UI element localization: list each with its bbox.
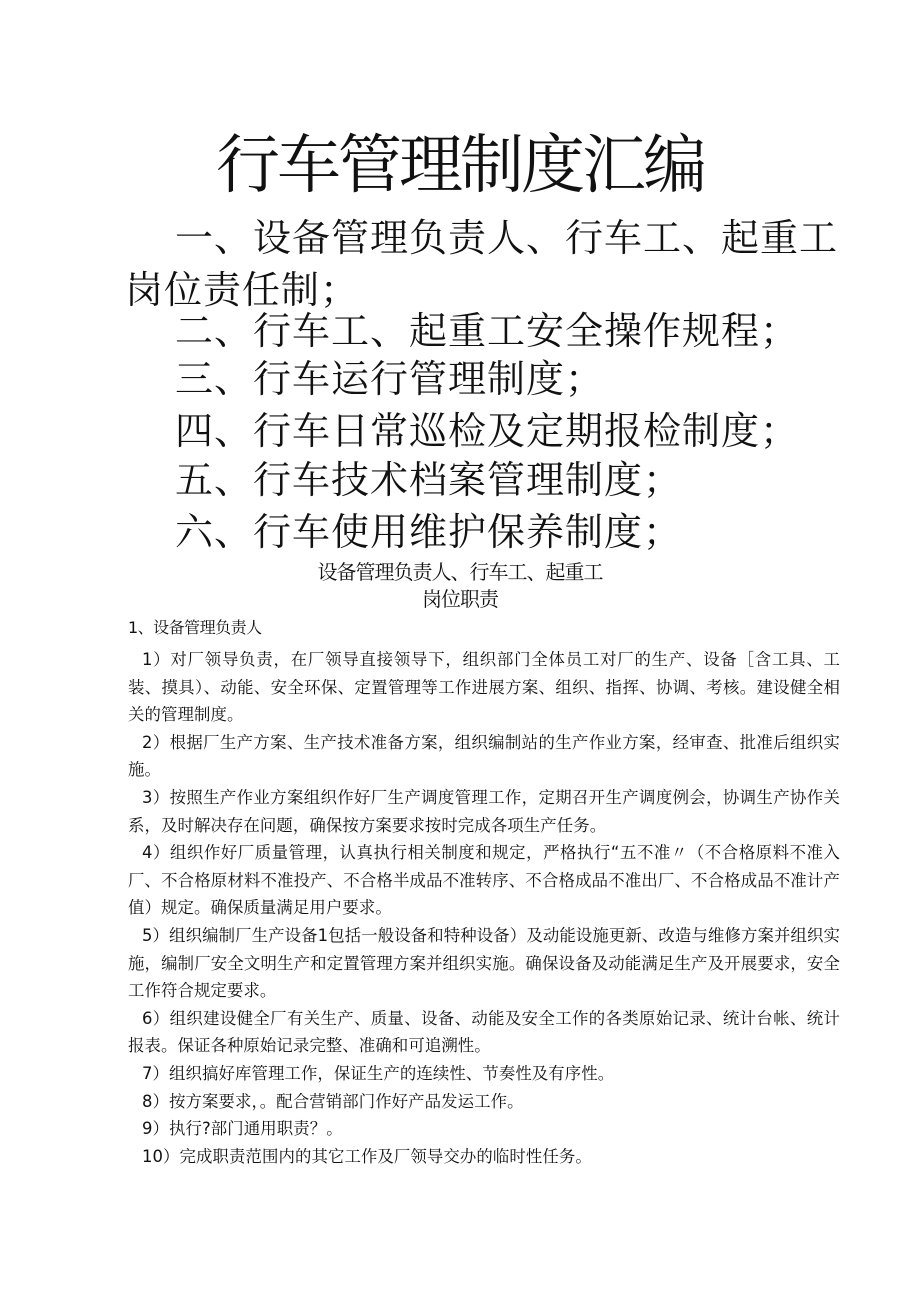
paragraph-10: 10）完成职责范围内的其它工作及厂领导交办的临时性任务。 bbox=[142, 1146, 592, 1166]
paragraph-9: 9）执行?部门通用职责？。 bbox=[142, 1119, 343, 1139]
paragraph-list bbox=[128, 646, 840, 1170]
toc-item-6: 六、行车使用维护保养制度； bbox=[175, 510, 683, 554]
document-title: 行车管理制度汇编 bbox=[216, 129, 704, 203]
paragraph-5: 5）组织编制厂生产设备1包括一般设备和特种设备）及动能设施更新、改造与维修方案并组织实施，编制厂安全文明生产和定置管理方案并组织实施。确保设备及动能满足生产及开展要求，安全工作符合规定要求。 bbox=[128, 925, 840, 1001]
paragraph-2: 2）根据厂生产方案、生产技术准备方案，组织编制站的生产作业方案，经审查、批准后组织实施。 bbox=[128, 732, 840, 780]
paragraph-3: 3）按照生产作业方案组织作好厂生产调度管理工作，定期召开生产调度例会，协调生产协作关系，及时解决存在问题，确保按方案要求按时完成各项生产任务。 bbox=[128, 787, 840, 835]
section-heading-line2: 岗位职责 bbox=[422, 587, 498, 611]
paragraph-6: 6）组织建设健全厂有关生产、质量、设备、动能及安全工作的各类原始记录、统计台帐、统计报表。保证各种原始记录完整、准确和可追溯性。 bbox=[128, 1008, 840, 1056]
paragraph-4: 4）组织作好厂质量管理，认真执行相关制度和规定，严格执行“五不准〃（不合格原料不准入厂、不合格原材料不准投产、不合格半成品不准转序、不合格成品不准出厂、不合格成品不准计产值）规定。确保质量满足用户要求。 bbox=[128, 843, 840, 918]
section-heading-line1: 设备管理负责人、行车工、起重工 bbox=[317, 560, 603, 584]
toc-item-1: 一、设备管理负责人、行车工、起重工岗位责任制； bbox=[125, 216, 839, 312]
paragraph-7: 7）组织搞好库管理工作，保证生产的连续性、节奏性及有序性。 bbox=[142, 1063, 615, 1083]
toc-item-4: 四、行车日常巡检及定期报检制度； bbox=[175, 409, 800, 453]
toc-item-5: 五、行车技术档案管理制度； bbox=[175, 458, 683, 502]
toc-item-2: 二、行车工、起重工安全操作规程； bbox=[175, 309, 800, 353]
toc-item-3: 三、行车运行管理制度； bbox=[175, 357, 605, 401]
paragraph-1: 1）对厂领导负责，在厂领导直接领导下，组织部门全体员工对厂的生产、设备［含工具、工装、摸具）、动能、安全环保、定置管理等工作进展方案、组织、指挥、协调、考核。建设健全相关的管理制度。 bbox=[128, 650, 840, 725]
paragraph-8: 8）按方案要求，。配合营销部门作好产品发运工作。 bbox=[142, 1091, 524, 1111]
subsection-heading: 1、设备管理负责人 bbox=[128, 618, 262, 637]
